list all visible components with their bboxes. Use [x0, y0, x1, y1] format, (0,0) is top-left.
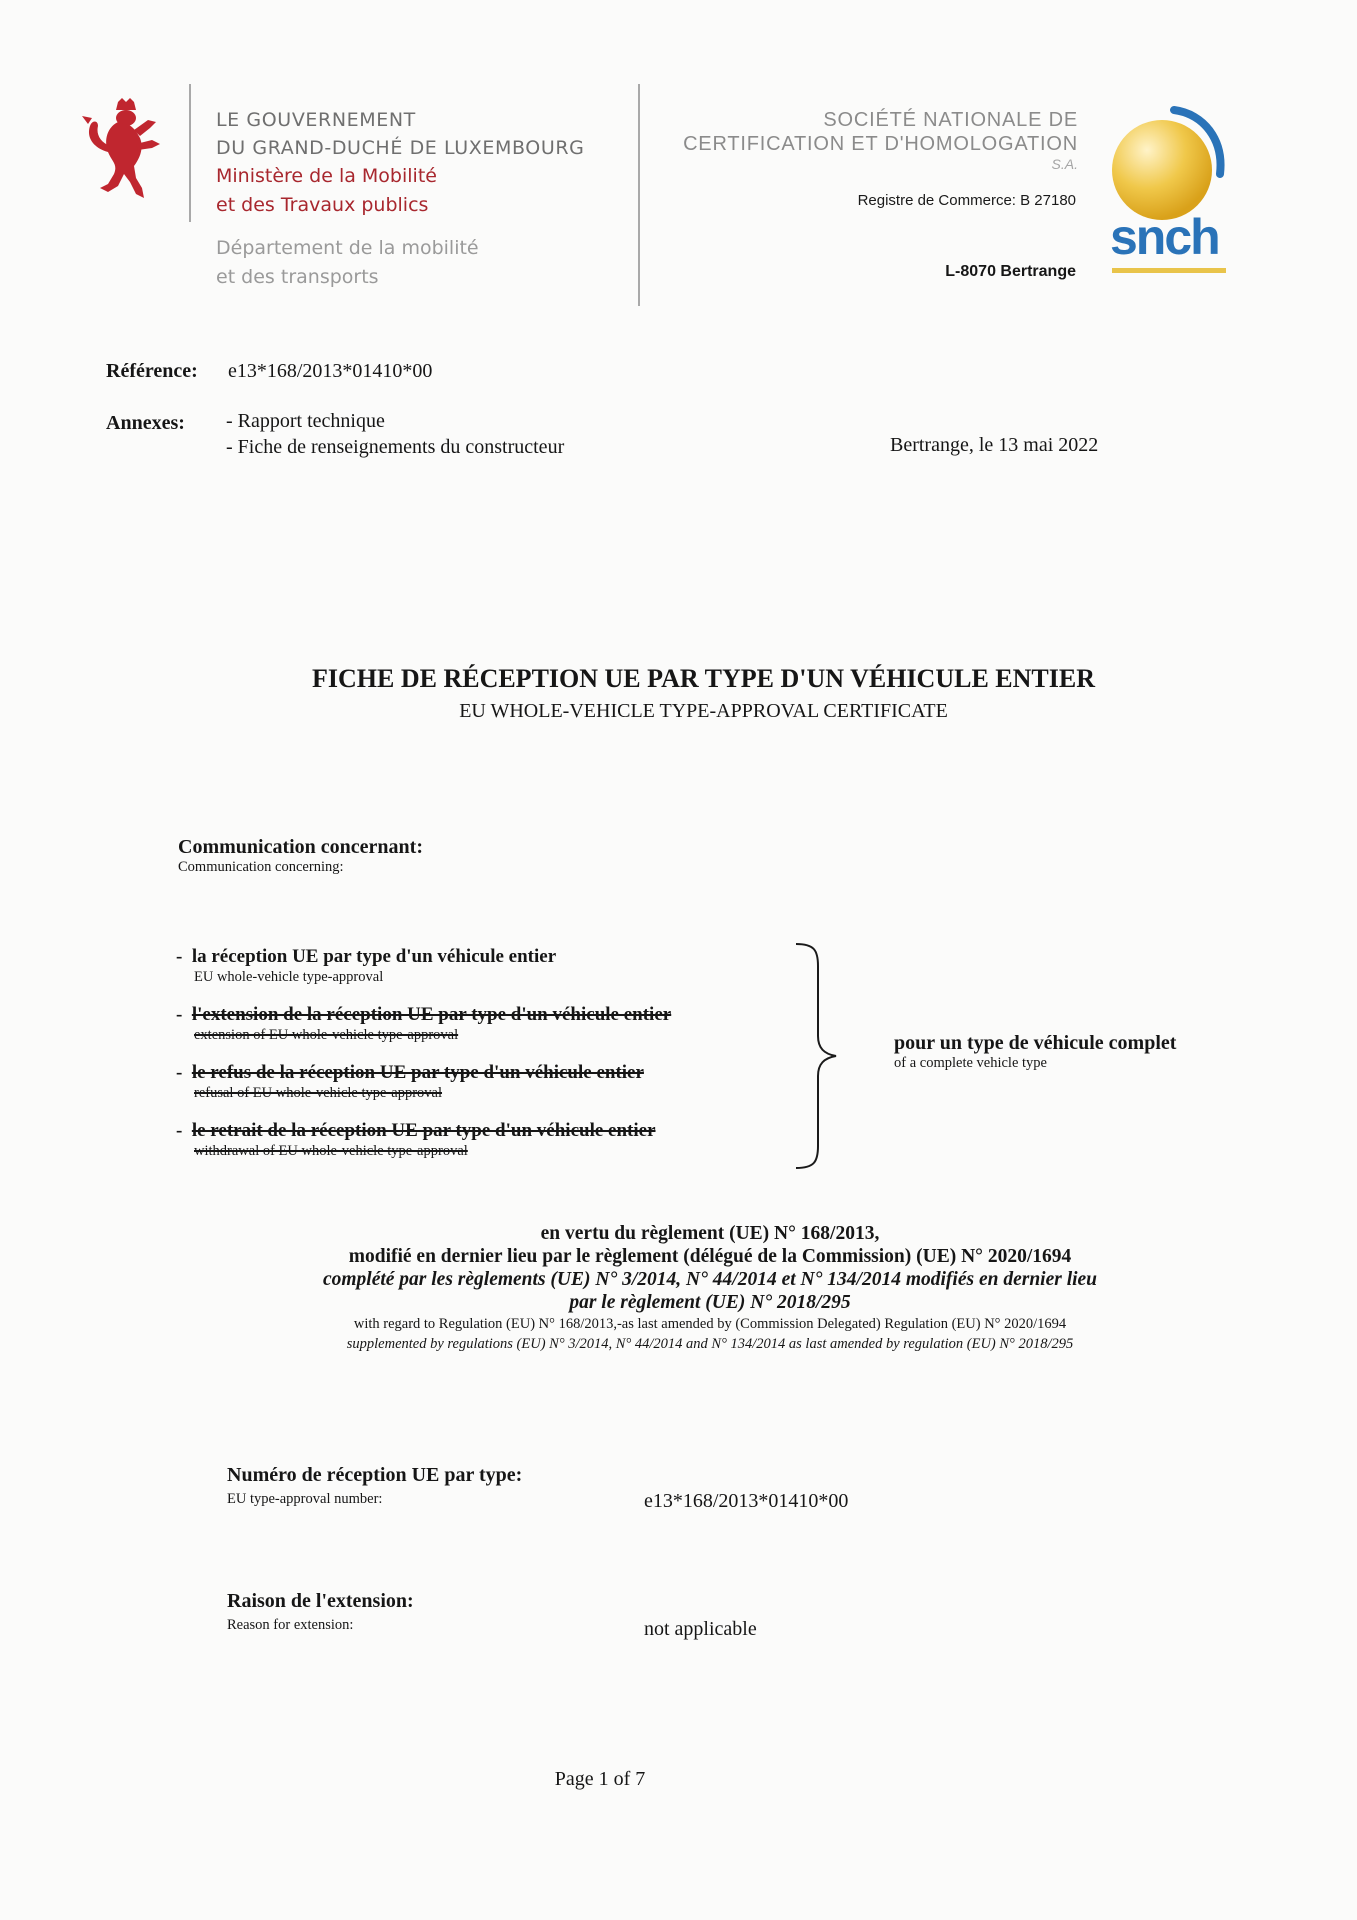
approval-value: e13*168/2013*01410*00 [644, 1490, 849, 1512]
ministry-line-1: Ministère de la Mobilité [216, 165, 437, 187]
snch-sa: S.A. [1051, 156, 1078, 172]
brace [792, 940, 842, 1172]
communication-label-en: Communication concerning: [178, 859, 344, 875]
regulation-line-2: modifié en dernier lieu par le règlement (délégué de la Commission) (UE) N° 2020/1694 [348, 1246, 1072, 1267]
page-title: FICHE DE RÉCEPTION UE PAR TYPE D'UN VÉHICULE ENTIER [311, 664, 1095, 693]
list-bullet: - [176, 1004, 183, 1025]
scope-block [894, 1032, 1176, 1072]
list-bullet: - [176, 1062, 183, 1083]
item-fr: le retrait de la réception UE par type d'un véhicule entier [191, 1120, 656, 1141]
item-fr: la réception UE par type d'un véhicule entier [191, 946, 557, 967]
list-item [176, 1062, 796, 1120]
gov-line-1: LE GOUVERNEMENT [216, 109, 416, 131]
item-en: refusal of EU whole-vehicle type-approval [194, 1085, 443, 1101]
extension-label-block [227, 1590, 414, 1634]
item-en: EU whole-vehicle type-approval [194, 969, 384, 985]
registre-commerce: Registre de Commerce: B 27180 [857, 192, 1076, 209]
extension-label: Raison de l'extension: [227, 1590, 414, 1612]
header-divider-right [638, 84, 640, 306]
extension-label-en: Reason for extension: [227, 1617, 354, 1633]
ministry-line-2: et des Travaux publics [216, 194, 429, 216]
snch-address: L-8070 Bertrange [945, 263, 1076, 280]
list-bullet: - [176, 946, 183, 967]
scope-fr: pour un type de véhicule complet [894, 1032, 1177, 1054]
regulation-line-6: supplemented by regulations (EU) N° 3/2014, N° 44/2014 and N° 134/2014 as last amended by regulation (EU) N° 2018/295 [346, 1336, 1074, 1352]
department-line-2: et des transports [216, 266, 379, 288]
item-fr: l'extension de la réception UE par type d'un véhicule entier [191, 1004, 672, 1025]
snch-logo [1104, 104, 1230, 276]
snch-underline [1112, 268, 1226, 273]
annex-2: - Fiche de renseignements du constructeur [226, 436, 565, 458]
snch-name-line-1: SOCIÉTÉ NATIONALE DE [823, 109, 1078, 131]
list-item [176, 1120, 796, 1178]
snch-logo-text: snch [1110, 209, 1219, 265]
item-en: withdrawal of EU whole-vehicle type-approval [194, 1143, 468, 1159]
snch-block [650, 108, 1078, 172]
header-divider-left [189, 84, 191, 222]
list-bullet: - [176, 1120, 183, 1141]
approval-label: Numéro de réception UE par type: [227, 1464, 523, 1486]
red-lion-icon [78, 98, 166, 206]
snch-name-line-2: CERTIFICATION ET D'HOMOLOGATION [683, 133, 1078, 155]
gov-line-2: DU GRAND-DUCHÉ DE LUXEMBOURG [216, 137, 585, 159]
regulation-line-4: par le règlement (UE) N° 2018/295 [569, 1292, 851, 1313]
regulation-line-3: complété par les règlements (UE) N° 3/2014, N° 44/2014 et N° 134/2014 modifiés en dernier lieu [322, 1269, 1098, 1290]
department-line-1: Département de la mobilité [216, 237, 479, 259]
snch-sphere-icon [1104, 104, 1230, 224]
page-subtitle: EU WHOLE-VEHICLE TYPE-APPROVAL CERTIFICATE [459, 700, 948, 722]
curly-brace-icon [792, 940, 842, 1172]
communication-label: Communication concernant: [178, 836, 423, 858]
title-block [0, 664, 1357, 723]
extension-value: not applicable [644, 1618, 757, 1640]
government-block [216, 106, 585, 292]
list-item [176, 1004, 796, 1062]
regulation-line-5: with regard to Regulation (EU) N° 168/2013,-as last amended by (Commission Delegated) Regulation (EU) N° 2020/1694 [353, 1316, 1067, 1332]
scope-en: of a complete vehicle type [894, 1055, 1047, 1071]
list-item [176, 946, 796, 1004]
regulation-line-1: en vertu du règlement (UE) N° 168/2013, [540, 1223, 880, 1244]
item-en: extension of EU whole-vehicle type-approval [194, 1027, 459, 1043]
annex-1: - Rapport technique [226, 410, 385, 432]
regulation-block [160, 1222, 1260, 1354]
reference-value: e13*168/2013*01410*00 [228, 360, 433, 382]
reference-label: Référence: [106, 360, 198, 382]
communication-label-block [178, 836, 423, 876]
approval-label-block [227, 1464, 522, 1508]
item-fr: le refus de la réception UE par type d'un véhicule entier [191, 1062, 644, 1083]
annexes-label: Annexes: [106, 412, 185, 434]
page-number: Page 1 of 7 [554, 1768, 646, 1790]
approval-label-en: EU type-approval number: [227, 1491, 383, 1507]
lion-logo [78, 98, 166, 206]
communication-list [176, 946, 796, 1178]
place-date: Bertrange, le 13 mai 2022 [890, 434, 1099, 456]
